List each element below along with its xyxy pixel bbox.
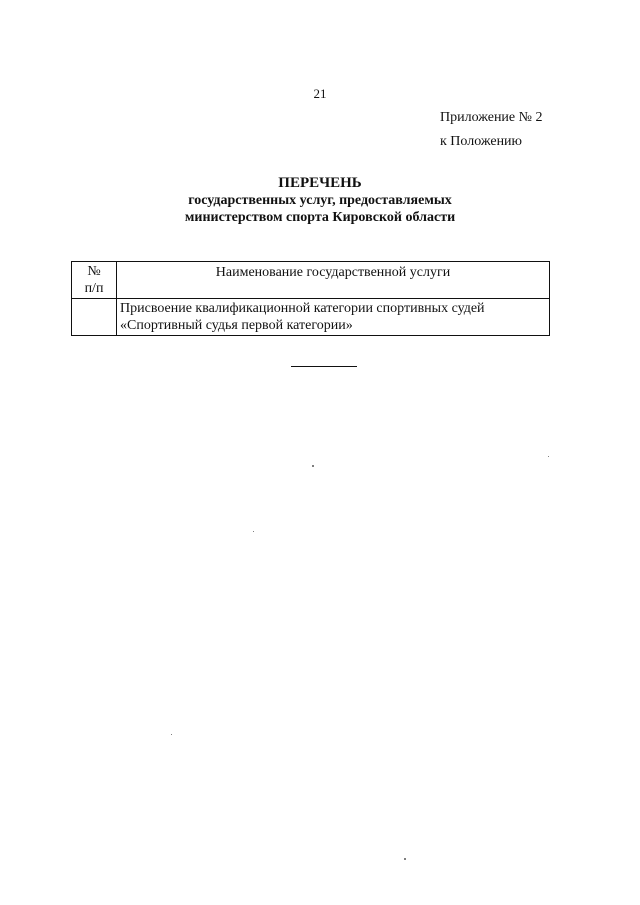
service-name-line2: «Спортивный судья первой категории» [120, 318, 353, 333]
end-divider [291, 366, 357, 367]
heading-subtitle-line1: государственных услуг, предоставляемых [188, 193, 452, 208]
scan-speck [253, 531, 254, 532]
scan-speck [548, 456, 549, 457]
appendix-number: Приложение № 2 [440, 110, 543, 125]
heading-title: ПЕРЕЧЕНЬ [278, 175, 362, 191]
table-header-row [72, 262, 550, 299]
row-service-name-cell [117, 299, 550, 336]
scan-speck [171, 734, 172, 735]
row-number-cell [72, 299, 117, 336]
scan-speck [312, 465, 314, 467]
scan-speck [404, 858, 406, 860]
table-row [72, 299, 550, 336]
service-name-line1: Присвоение квалификационной категории спортивных судей [120, 301, 485, 316]
column-header-number [72, 262, 117, 299]
appendix-regulation: к Положению [440, 134, 523, 149]
document-heading [0, 175, 640, 226]
column-header-number-line2: п/п [84, 281, 104, 296]
column-header-number-line1: № [87, 264, 101, 279]
services-table [71, 261, 550, 336]
page-number: 21 [313, 86, 327, 101]
column-header-service-name: Наименование государственной услуги [117, 262, 550, 299]
appendix-reference [440, 106, 543, 154]
heading-subtitle-line2: министерством спорта Кировской области [184, 210, 456, 225]
